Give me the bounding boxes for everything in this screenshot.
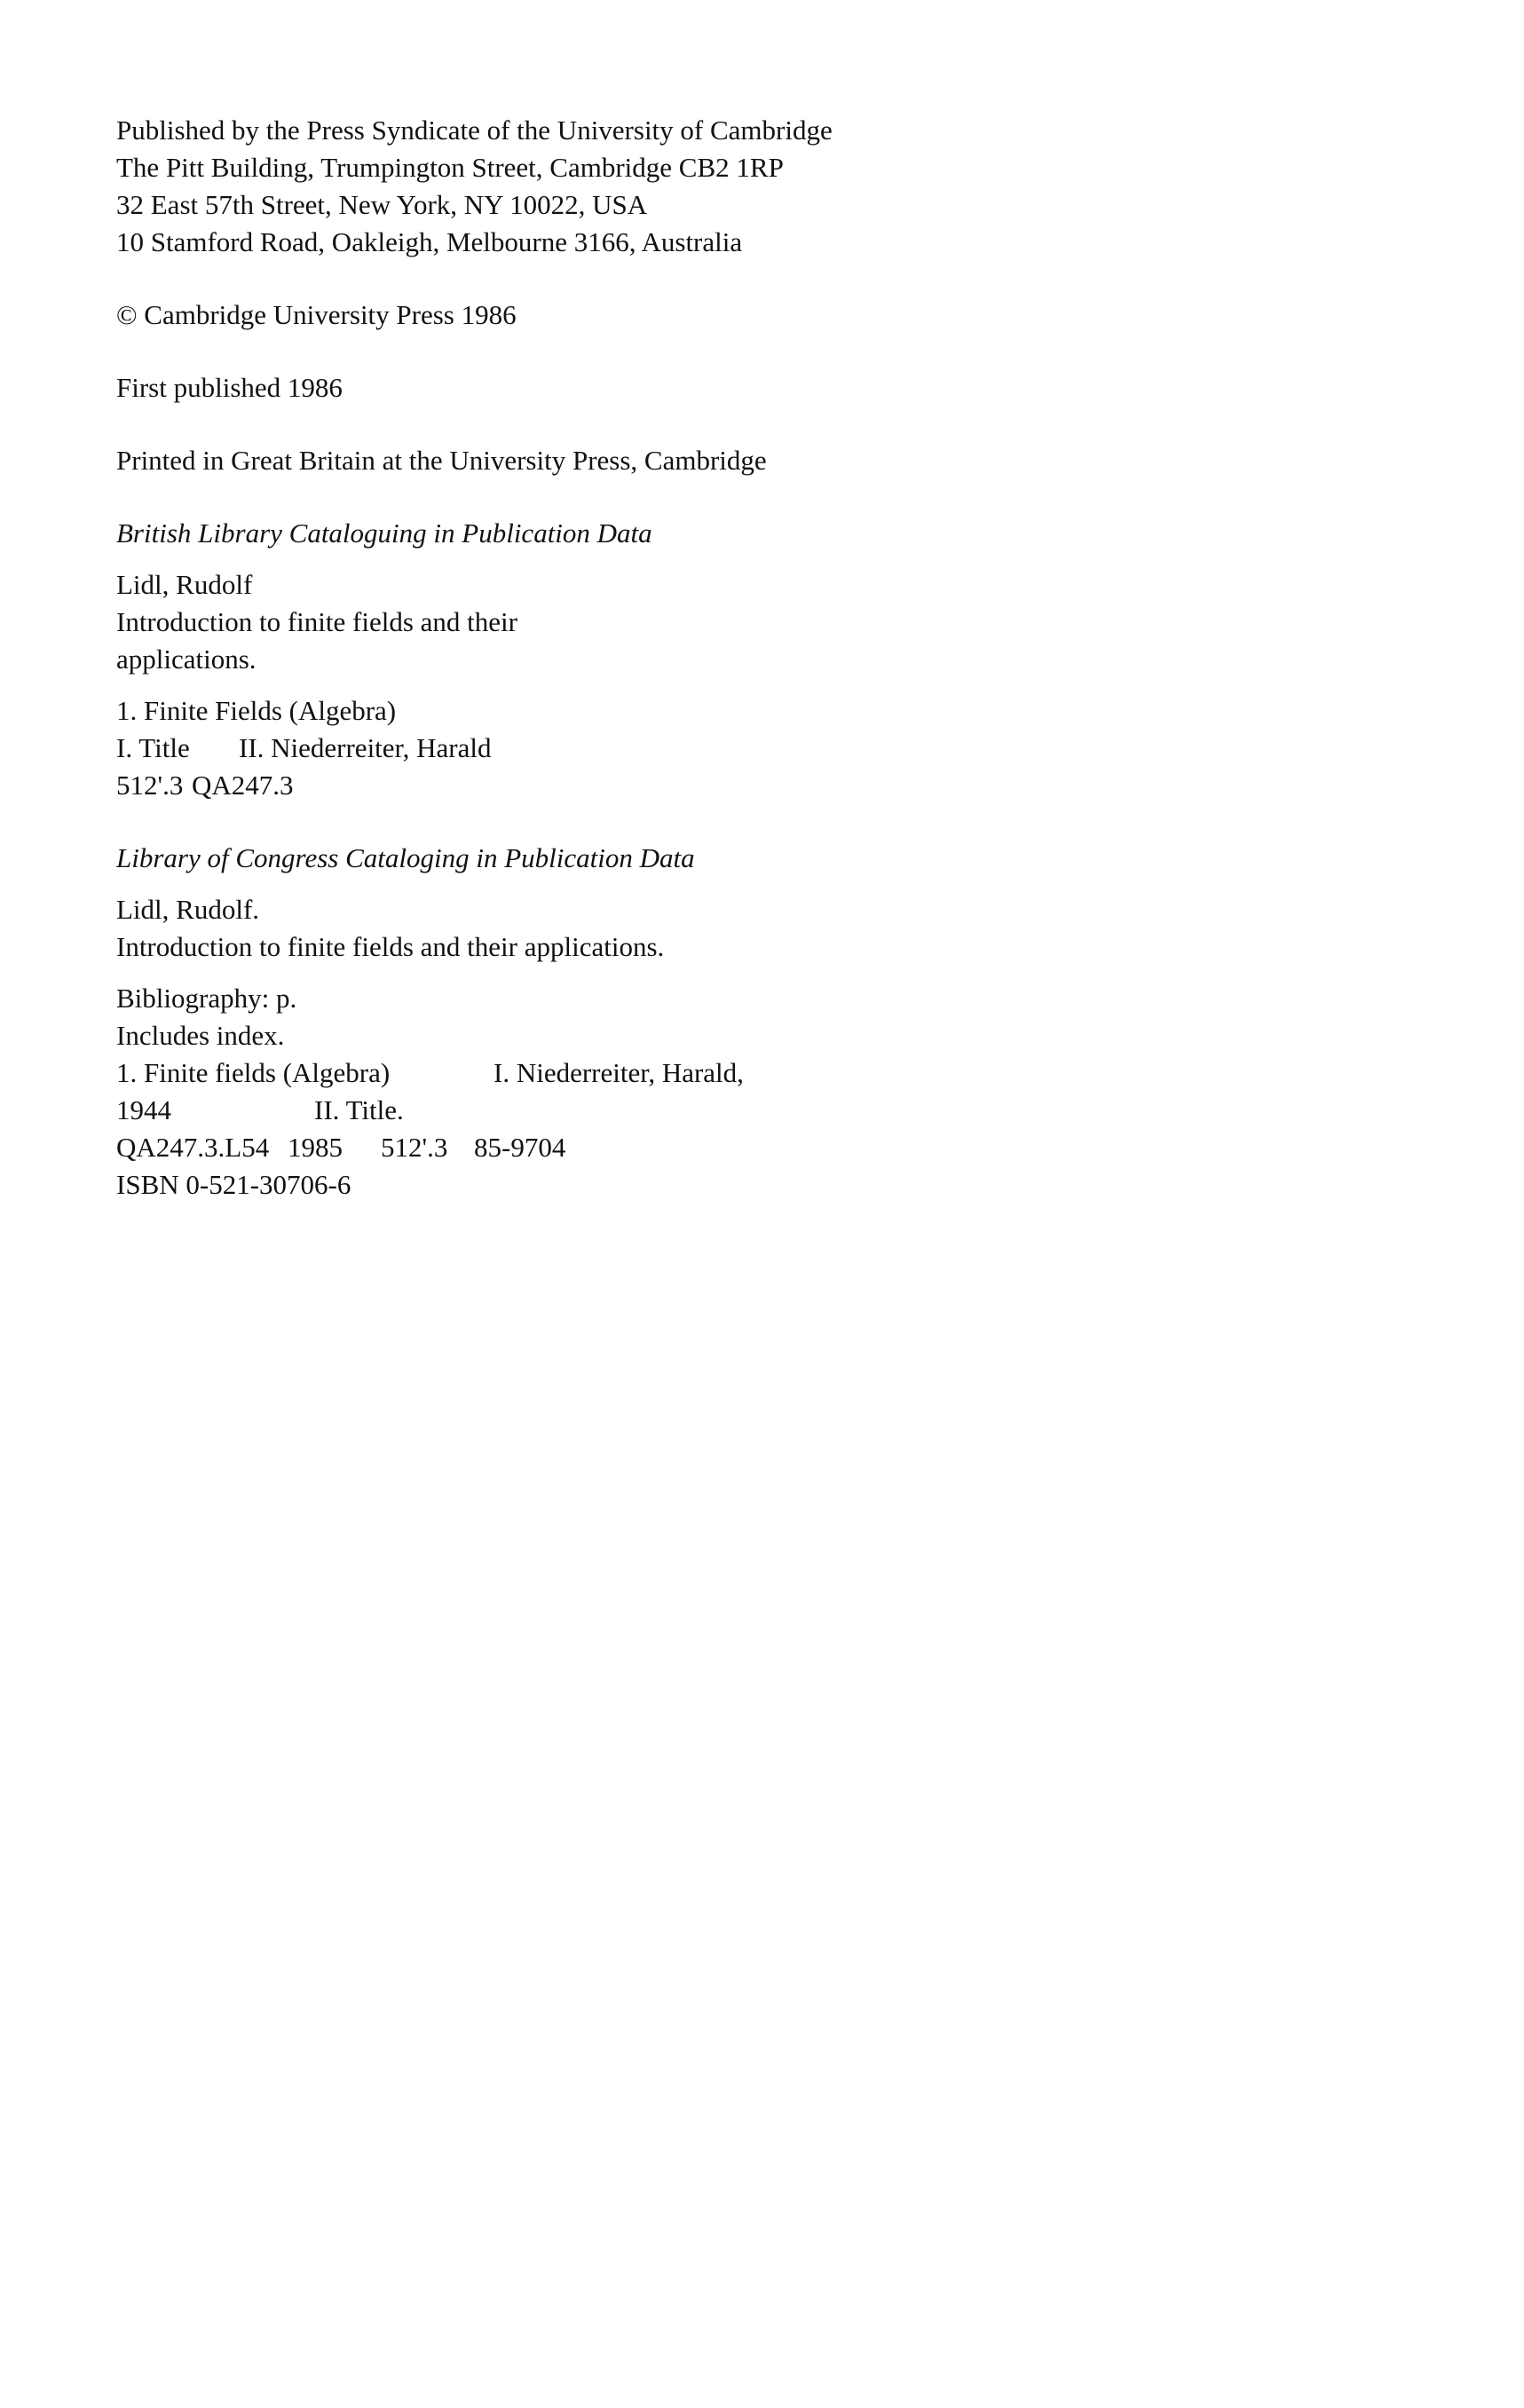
lc-cip-title: Introduction to finite fields and their applications. — [116, 931, 665, 962]
bl-cip-lc-class: QA247.3 — [192, 770, 294, 801]
printed-notice: Printed in Great Britain at the University Press, Cambridge — [116, 445, 767, 476]
lc-cip-subjects — [116, 1054, 1448, 1092]
first-published: First published 1986 — [116, 372, 343, 403]
bl-cip-title-line-2: applications. — [116, 643, 257, 675]
lc-cip-call-year: 1985 — [288, 1132, 343, 1163]
lc-cip-index: Includes index. — [116, 1020, 285, 1051]
publisher-line-3: 32 East 57th Street, New York, NY 10022, USA — [116, 189, 648, 220]
copyright-notice: © Cambridge University Press 1986 — [116, 299, 517, 330]
copyright-page — [116, 112, 1448, 1204]
lc-cip-bibliography: Bibliography: p. — [116, 983, 297, 1014]
lc-cip-heading: Library of Congress Cataloging in Publication Data — [116, 842, 695, 873]
bl-cip-subject: 1. Finite Fields (Algebra) — [116, 695, 397, 726]
bl-cip-dewey: 512'.3 — [116, 770, 184, 801]
lc-cip-lccn: 85-9704 — [474, 1132, 566, 1163]
lc-cip-call-numbers — [116, 1129, 1448, 1166]
bl-cip-entries — [116, 730, 1448, 767]
british-library-cip — [116, 515, 1448, 804]
isbn: ISBN 0-521-30706-6 — [116, 1169, 351, 1200]
library-of-congress-cip — [116, 840, 1448, 1204]
bl-cip-classification — [116, 767, 1448, 804]
bl-cip-author: Lidl, Rudolf — [116, 569, 253, 600]
bl-cip-heading: British Library Cataloguing in Publication Data — [116, 517, 652, 549]
publisher-line-1: Published by the Press Syndicate of the University of Cambridge — [116, 114, 833, 146]
lc-cip-call-number: QA247.3.L54 — [116, 1132, 270, 1163]
publisher-line-2: The Pitt Building, Trumpington Street, Cambridge CB2 1RP — [116, 152, 784, 183]
lc-cip-subject-3: II. Title. — [314, 1094, 404, 1125]
lc-cip-year-title — [116, 1092, 1448, 1129]
bl-cip-title-line-1: Introduction to finite fields and their — [116, 606, 517, 637]
bl-cip-entry-title: I. Title — [116, 732, 190, 763]
publisher-block — [116, 112, 1448, 261]
lc-cip-dewey: 512'.3 — [381, 1132, 448, 1163]
lc-cip-author: Lidl, Rudolf. — [116, 894, 260, 925]
publisher-line-4: 10 Stamford Road, Oakleigh, Melbourne 3166, Australia — [116, 226, 743, 257]
bl-cip-entry-author: II. Niederreiter, Harald — [239, 732, 492, 763]
lc-cip-subject-1: 1. Finite fields (Algebra) — [116, 1057, 391, 1088]
lc-cip-birth-year: 1944 — [116, 1094, 171, 1125]
lc-cip-subject-2: I. Niederreiter, Harald, — [494, 1057, 744, 1088]
